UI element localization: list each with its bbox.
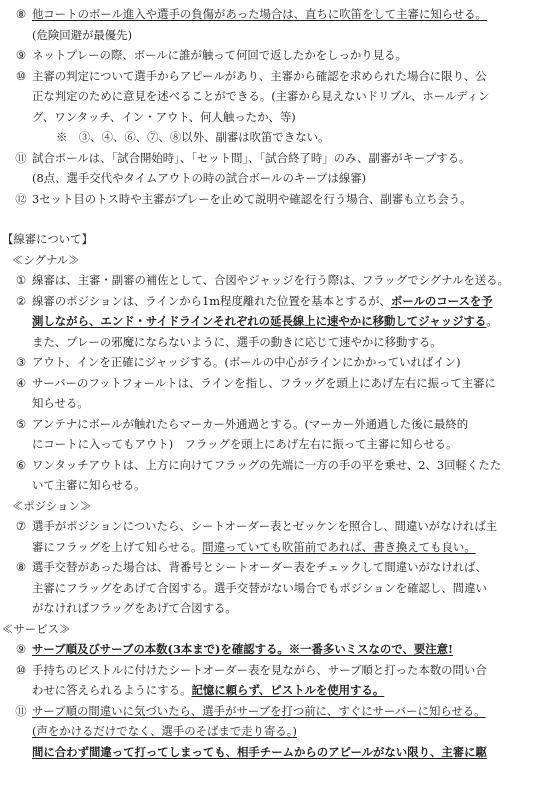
item-number: ⑧	[15, 7, 27, 21]
item-number: ⑨	[15, 642, 27, 656]
item-text-line-1: 選手がポジションについたら、シートオーダー表とゼッケンを照合し、間違いがなければ主	[32, 519, 498, 533]
item-text: アウト、インを正確にジャッジする。(ボールの中心がラインにかかっていればイン)	[32, 355, 461, 369]
emphasis-text: 間に合わず間違って打ってしまっても、相手チームからのアピールがない限り、主審に駆	[32, 744, 487, 759]
note-text: ※ ③、④、⑥、⑦、⑧以外、副審は吹笛できない。	[56, 130, 330, 144]
item-text-line-2: 正な判定のために意見を述べることができる。(主審から見えないドリブル、ホールディン	[32, 89, 490, 103]
item-text-line-1: 主審の判定について選手からアピールがあり、主審から確認を求められた場合に限り、公	[32, 68, 487, 83]
list-item-10	[0, 66, 534, 128]
item-text-line-2: わせに答えられるようにする。	[32, 683, 192, 697]
item-text-line-1: アンテナにボールが触れたらマーカー外通過とする。(マーカー外通過した後に最終的	[32, 416, 469, 431]
item-number: ⑪	[15, 703, 27, 718]
serve-item-11	[0, 701, 534, 763]
item-text-line-1: 選手交替があった場合は、背番号とシートオーダー表をチェックして間違いがなければ、	[32, 560, 487, 574]
item-text-line-3: また、プレーの邪魔にならないように、選手の動きに応じて速やかに移動する。	[32, 334, 442, 349]
subheading-position: ≪ポジション≫	[12, 498, 92, 513]
list-item-12	[0, 189, 534, 210]
list-item-9	[0, 45, 534, 66]
emphasis-text: ボールのコースを予	[390, 293, 493, 308]
signal-item-1	[0, 270, 534, 291]
item-text-line-1: サーブ順の間違いに気づいたら、選手がサーブを打つ前に、すぐにサーバーに知らせる。	[32, 703, 486, 718]
item-text: 3セット目のトス時や主審がプレーを止めて説明や確認を行う場合、副審も立ち会う。	[32, 191, 472, 206]
signal-item-4	[0, 373, 534, 414]
signal-item-6	[0, 455, 534, 496]
item-number: ②	[15, 293, 27, 308]
position-item-7	[0, 516, 534, 557]
emphasis-text: サーブ順及びサーブの本数(3本まで)を確認する。※一番多いミスなので、要注意!	[32, 642, 454, 656]
underlined-text: 間違っていても吹笛前であれば、書き換えても良い。	[202, 539, 476, 554]
document-page	[0, 4, 534, 762]
item-text-line-2: にコートに入ってもアウト) フラッグを頭上にあげ左右に振って主審に知らせる。	[32, 437, 458, 451]
item-number: ⑩	[15, 662, 27, 677]
item-text-line-1: 線審のポジションは、ラインから1m程度離れた位置を基本とするが、	[32, 293, 391, 308]
item-number: ⑪	[15, 150, 27, 165]
item-text-line-1: ワンタッチアウトは、上方に向けてフラッグの先端に一方の手の平を乗せ、2、3回軽くたた	[32, 457, 502, 472]
item-text: 他コートのボール進入や選手の負傷があった場合は、直ちに吹笛をして主審に知らせる。	[32, 7, 487, 21]
signal-item-2	[0, 291, 534, 353]
emphasis-text: 測しながら、エンド・サイドラインそれぞれの延長線上に速やかに移動してジャッジする	[32, 314, 487, 328]
serve-item-10	[0, 660, 534, 701]
section-title: 【線審について】	[2, 232, 93, 246]
item-text-line-3: がなければフラッグをあげて合図する。	[32, 601, 237, 615]
item-number: ①	[15, 273, 27, 287]
position-item-8	[0, 557, 534, 619]
item-number: ⑧	[15, 560, 27, 574]
item-text-line-2-end: 。	[486, 314, 498, 328]
subheading-serve: ≪サービス≫	[2, 621, 71, 636]
item-text-line-2: 知らせる。	[32, 396, 89, 410]
item-text: ネットプレーの際、ボールに誰が触って何回で返したかをしっかり見る。	[32, 48, 407, 62]
item-text: 線審は、主審・副審の補佐として、合図やジャッジを行う際は、フラッグでシグナルを送る。	[32, 273, 509, 287]
item-number: ⑩	[15, 68, 27, 83]
signal-item-3	[0, 352, 534, 373]
item-number: ③	[15, 355, 27, 369]
item-number: ⑦	[15, 519, 27, 533]
item-number: ⑤	[15, 416, 27, 431]
item-number: ⑫	[15, 191, 27, 206]
signal-item-5	[0, 414, 534, 455]
list-item-8	[0, 4, 534, 45]
subheading-signal: ≪シグナル≫	[12, 252, 80, 267]
item-text-line-3: グ、ワンタッチ、イン・アウト、何人触ったか、等)	[32, 109, 296, 124]
serve-item-9	[0, 639, 534, 660]
item-number: ⑥	[15, 457, 27, 472]
item-text-line-1: 手持ちのピストルに付けたシートオーダー表を見ながら、サーブ順と打った本数の問い合	[32, 662, 487, 677]
item-number: ⑨	[15, 48, 27, 62]
item-number: ④	[15, 375, 27, 390]
item-text-line-2: (声をかけるだけでなく、選手のそばまで走り寄る。)	[32, 724, 297, 738]
item-text-continued: (危険回避が最優先)	[32, 27, 133, 42]
item-text: 試合ボールは、「試合開始時」、「セット間」、「試合終了時」のみ、副審がキープする。	[32, 150, 471, 165]
emphasis-text: 記憶に頼らず、ピストルを使用する。	[191, 683, 385, 697]
item-text-line-1: サーバーのフットフォールトは、ラインを指し、フラッグを頭上にあげ左右に振って主審に	[32, 375, 496, 390]
list-item-11	[0, 148, 534, 189]
item-text-continued: (8点、選手交代やタイムアウトの時の試合ボールのキープは線審)	[32, 171, 367, 185]
item-text-line-2: 審にフラッグを上げて知らせる。	[32, 539, 203, 554]
item-text-line-2: 主審にフラッグをあげて合図する。選手交替がない場合でもポジションを確認し、間違い	[32, 580, 487, 595]
item-text-line-2: いて主審に知らせる。	[32, 478, 146, 492]
